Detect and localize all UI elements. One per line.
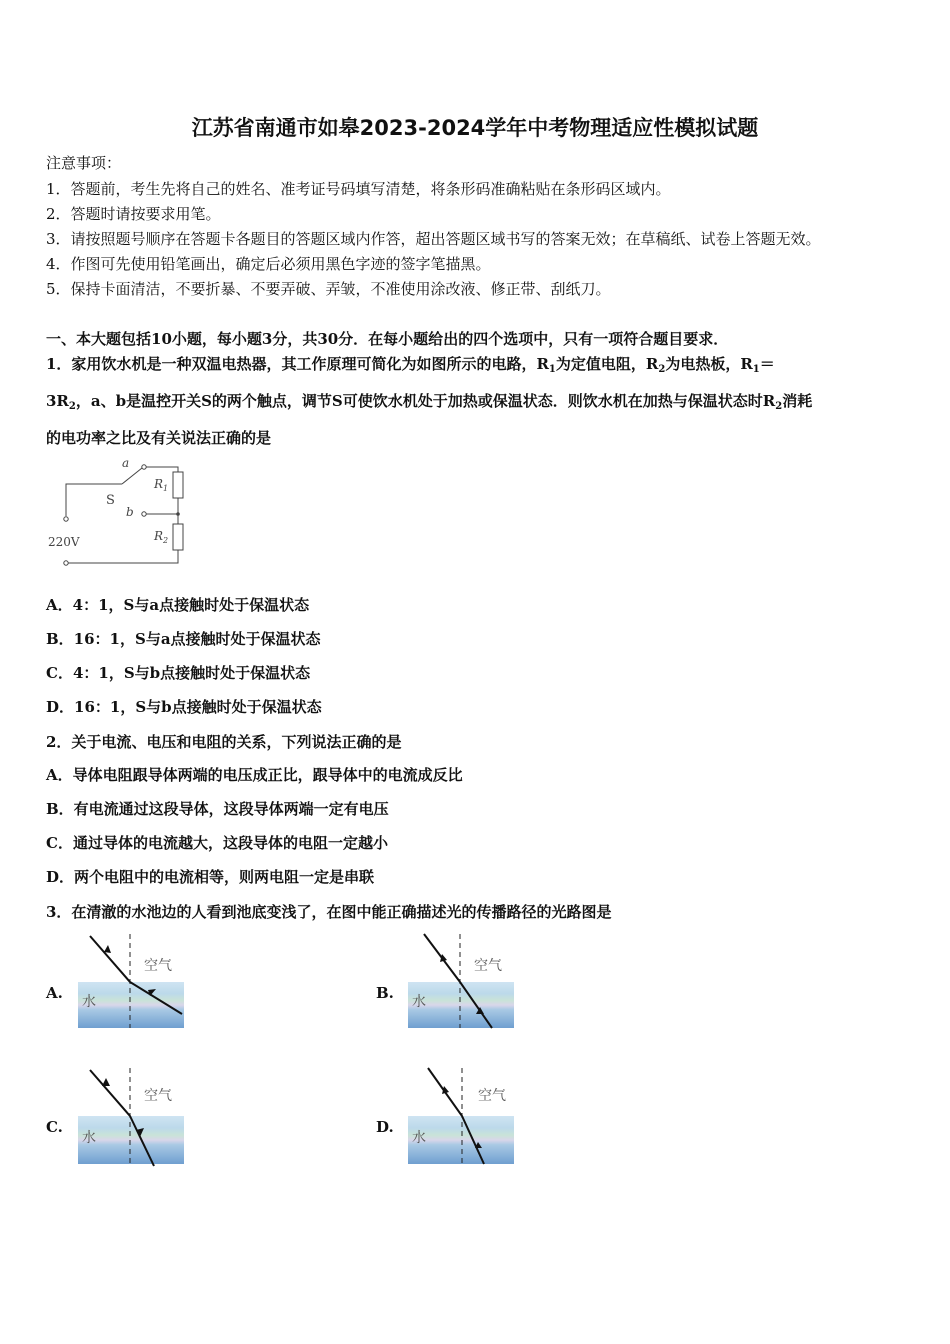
question-3-option-label-b: B. [376,984,394,1002]
page-title: 江苏省南通市如皋2023-2024学年中考物理适应性模拟试题 [191,116,759,140]
question-2-option: B．有电流通过这段导体，这段导体两端一定有电压 [46,800,389,818]
light-path-diagram-c [70,1064,190,1168]
circuit-label-r1: $R_1$ [154,477,169,493]
notice-item: 1．答题前，考生先将自己的姓名、准考证号码填写清楚，将条形码准确粘贴在条形码区域内。 [46,180,671,198]
circuit-label-s: S [106,493,115,508]
svg-text:水: 水 [82,1130,96,1146]
svg-text:空气: 空气 [478,1088,506,1104]
question-1-stem-line2: $3R_2$，a、b是温控开关S的两个触点，调节S可使饮水机处于加热或保温状态．则饮水机在加热与保温状态时$R_2$消耗 [46,392,813,412]
svg-text:空气: 空气 [474,958,502,974]
question-3-option-label-c: C. [46,1118,63,1136]
circuit-label-b: b [126,505,134,519]
section-heading: 一、本大题包括10小题，每小题3分，共30分．在每小题给出的四个选项中，只有一项符合题目要求． [46,330,729,348]
question-1-stem-line1: 1．家用饮水机是一种双温电热器，其工作原理可简化为如图所示的电路，$R_1$为定值电阻，$R_2$为电热板，$R_1=$ [46,355,775,375]
circuit-voltage: 220V [48,535,80,549]
question-3-stem: 3．在清澈的水池边的人看到池底变浅了，在图中能正确描述光的传播路径的光路图是 [46,903,612,921]
svg-text:水: 水 [412,1130,426,1146]
svg-text:空气: 空气 [144,958,172,974]
notice-item: 3．请按照题号顺序在答题卡各题目的答题区域内作答，超出答题区域书写的答案无效；在草稿纸、试卷上答题无效。 [46,230,821,248]
question-1-stem-line3: 的电功率之比及有关说法正确的是 [46,429,272,447]
svg-text:水: 水 [412,994,426,1010]
svg-text:水: 水 [82,994,96,1010]
svg-text:空气: 空气 [144,1088,172,1104]
circuit-diagram [44,452,194,572]
circuit-label-r2: $R_2$ [154,529,169,545]
notice-item: 2．答题时请按要求用笔。 [46,205,221,223]
question-3-option-label-a: A. [46,984,63,1002]
question-2-option: A．导体电阻跟导体两端的电压成正比，跟导体中的电流成反比 [46,766,463,784]
light-path-diagram-a [70,930,190,1030]
question-2-option: D．两个电阻中的电流相等，则两电阻一定是串联 [46,868,375,886]
question-1-option: D．16：1，S与b点接触时处于保温状态 [46,698,322,716]
question-1-option: A．4：1，S与a点接触时处于保温状态 [46,596,310,614]
light-path-diagram-d [400,1064,520,1168]
notice-item: 5．保持卡面清洁，不要折暴、不要弄破、弄皱，不准使用涂改液、修正带、刮纸刀。 [46,280,611,298]
circuit-label-a: a [122,456,130,470]
notice-heading: 注意事项： [46,154,122,172]
question-3-option-label-d: D. [376,1118,394,1136]
question-1-option: B．16：1，S与a点接触时处于保温状态 [46,630,321,648]
question-1-option: C．4：1，S与b点接触时处于保温状态 [46,664,311,682]
question-2-option: C．通过导体的电流越大，这段导体的电阻一定越小 [46,834,388,852]
notice-item: 4．作图可先使用铅笔画出，确定后必须用黑色字迹的签字笔描黑。 [46,255,491,273]
light-path-diagram-b [400,930,520,1030]
question-2-stem: 2．关于电流、电压和电阻的关系，下列说法正确的是 [46,733,402,751]
